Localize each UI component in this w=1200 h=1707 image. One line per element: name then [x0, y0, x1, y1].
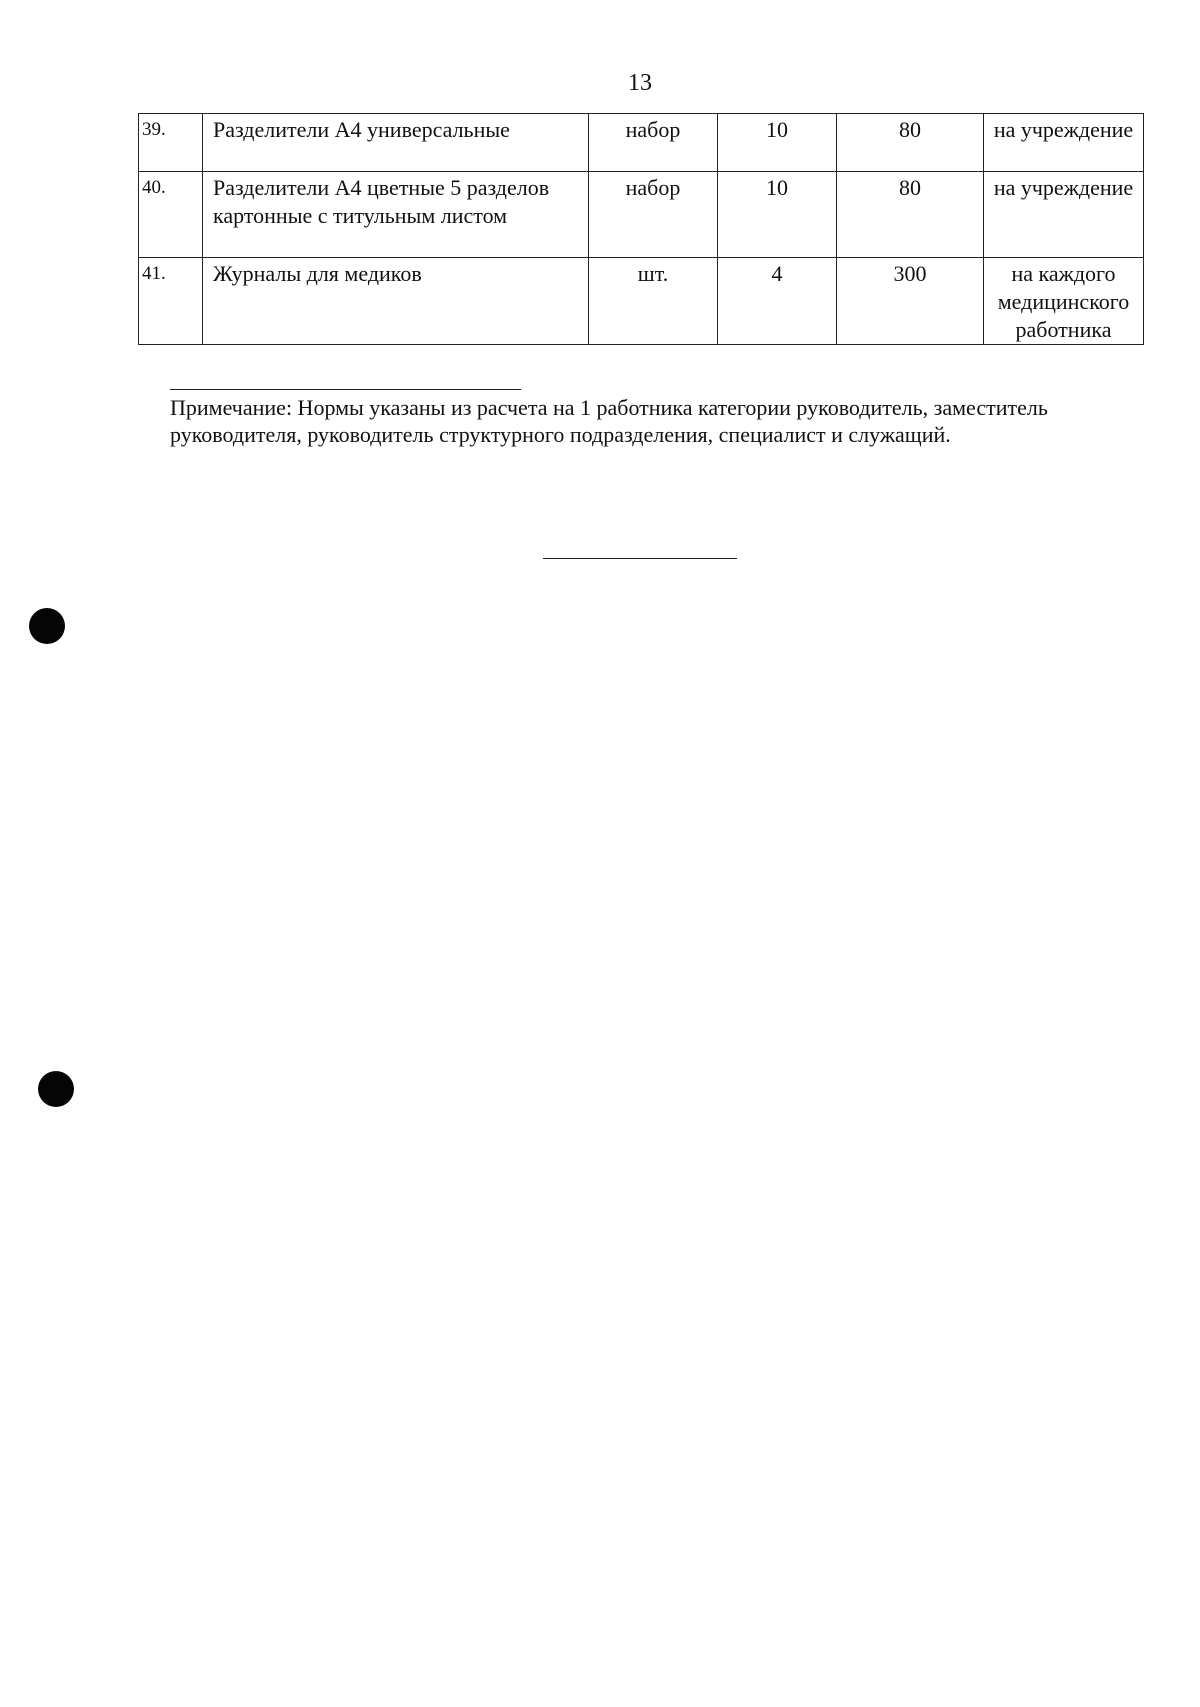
item-name: Журналы для медиков [203, 258, 589, 345]
item-scope: на учреждение [984, 172, 1144, 258]
footnote-divider [170, 389, 521, 390]
item-quantity: 4 [718, 258, 837, 345]
row-number: 40. [139, 172, 203, 258]
item-unit: набор [589, 114, 718, 172]
item-term: 300 [837, 258, 984, 345]
item-unit: набор [589, 172, 718, 258]
item-quantity: 10 [718, 114, 837, 172]
punch-hole [29, 608, 65, 644]
item-term: 80 [837, 114, 984, 172]
row-number: 39. [139, 114, 203, 172]
item-quantity: 10 [718, 172, 837, 258]
footnote-text: Примечание: Нормы указаны из расчета на 1 работника категории руководитель, заместитель руководителя, руководитель структурного подразделения, специалист и служащий. [170, 395, 1048, 447]
item-name: Разделители А4 универсальные [203, 114, 589, 172]
table-row [139, 114, 1144, 172]
row-number: 41. [139, 258, 203, 345]
item-scope: на учреждение [984, 114, 1144, 172]
table-row [139, 172, 1144, 258]
item-unit: шт. [589, 258, 718, 345]
item-name: Разделители А4 цветные 5 разделов картонные с титульным листом [203, 172, 589, 258]
norms-table [138, 113, 1144, 345]
item-scope: на каждого медицинского работника [984, 258, 1144, 345]
table-row [139, 258, 1144, 345]
page-number: 13 [628, 70, 652, 96]
punch-hole [38, 1071, 74, 1107]
item-term: 80 [837, 172, 984, 258]
end-of-document-rule [543, 558, 737, 559]
